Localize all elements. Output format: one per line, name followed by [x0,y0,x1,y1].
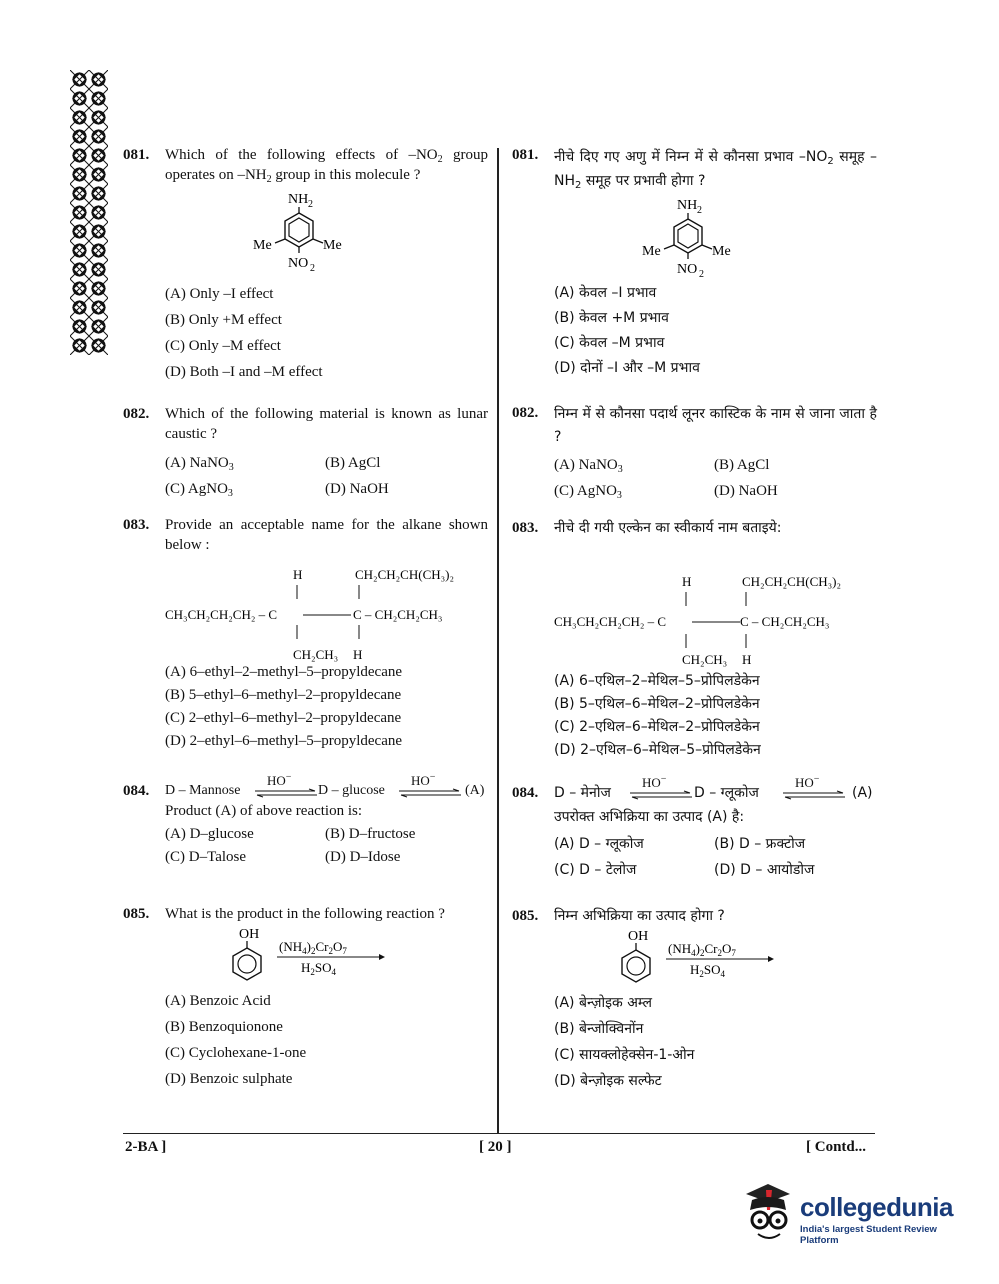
svg-text:2: 2 [308,199,313,210]
svg-text:CH₂CH₃: CH₂CH₃ [682,652,728,667]
options [554,831,877,883]
option-b[interactable]: (B) Only +M effect [165,312,282,328]
option-b[interactable]: (B) AgCl [325,455,381,471]
nitroaniline-structure [602,193,832,281]
option-d[interactable]: (D) दोनों –I और –M प्रभाव [554,360,700,376]
logo-text: collegedunia [800,1192,953,1222]
question-text: नीचे दिए गए अणु में निम्न में से कौनसा प्रभाव $-NO_2$ समूह $-NH_2$ समूह पर प्रभावी होगा ? [554,149,877,191]
option-d[interactable]: (D) Benzoic sulphate [165,1071,293,1087]
option-c[interactable]: (C) AgNO$_3$ [165,481,233,499]
options [554,281,877,381]
option-b[interactable]: (B) बेन्जोक्विनोंन [554,1021,644,1037]
option-b[interactable]: (B) 5–एथिल–6–मेथिल–2–प्रोपिलडेकेन [554,696,760,712]
svg-text:Me: Me [642,244,661,259]
svg-text:CH₃CH₂CH₂CH₂ – C: CH₃CH₂CH₂CH₂ – C [165,607,278,622]
options [165,988,488,1092]
page-number: [ 20 ] [479,1139,512,1155]
svg-text:CH₂CH₃: CH₂CH₃ [293,647,339,662]
option-b[interactable]: (B) D – फ्रक्टोज [714,836,806,852]
svg-text:NH: NH [677,198,698,213]
svg-text:H: H [742,652,752,667]
svg-text:NO: NO [288,256,309,271]
svg-text:CH₂CH₂CH(CH₃)₂: CH₂CH₂CH(CH₃)₂ [742,574,842,589]
question-number: 081. [512,147,539,163]
option-b[interactable]: (B) 5–ethyl–6–methyl–2–propyldecane [165,687,402,703]
svg-text:OH: OH [628,929,649,944]
phenol-reaction [572,926,892,990]
question-81-hindi [512,145,877,381]
svg-text:Me: Me [323,238,342,253]
svg-text:NH: NH [288,192,309,207]
question-84-hindi [512,773,877,883]
continued-label: [ Contd... [806,1139,867,1155]
option-d[interactable]: (D) NaOH [325,481,389,497]
options [165,661,488,753]
option-a[interactable]: (A) NaNO$_3$ [554,457,623,475]
decorative-border-pattern [70,70,108,355]
question-84 [123,771,488,869]
option-d[interactable]: (D) NaOH [714,483,778,499]
option-a[interactable]: (A) 6–ethyl–2–methyl–5–propyldecane [165,664,403,680]
option-d[interactable]: (D) 2–ethyl–6–methyl–5–propyldecane [165,733,403,749]
option-b[interactable]: (B) AgCl [714,457,770,473]
question-text: Which of the following material is known as lunar caustic ? [165,406,488,442]
option-c[interactable]: (C) D – टेलोज [554,862,637,878]
svg-text:C – CH₂CH₂CH₃: C – CH₂CH₂CH₃ [740,614,830,629]
collegedunia-logo[interactable] [740,1180,970,1250]
question-number: 084. [512,785,539,801]
question-text: निम्न में से कौनसा पदार्थ लूनर कास्टिक के नाम से जाना जाता है ? [554,406,877,445]
question-82-hindi [512,403,877,504]
option-a[interactable]: (A) D – ग्लूकोज [554,836,644,852]
question-number: 084. [123,783,150,799]
question-number: 082. [512,405,539,421]
option-d[interactable]: (D) Both –I and –M effect [165,364,323,380]
svg-text:(NH4)2Cr2O7: $(NH_4)_2Cr_2O_7$ [279,939,347,956]
question-text: Provide an acceptable name for the alkane shown below : [165,517,488,553]
question-85 [123,904,488,1092]
svg-text:2: 2 [699,269,704,280]
svg-text:H: H [682,574,692,589]
option-c[interactable]: (C) AgNO$_3$ [554,483,622,501]
option-a[interactable]: (A) Benzoic Acid [165,993,271,1009]
option-a[interactable]: (A) NaNO$_3$ [165,455,234,473]
options [165,450,488,502]
option-c[interactable]: (C) सायक्लोहेक्सेन-1-ओन [554,1047,695,1063]
svg-text:Me: Me [253,238,272,253]
option-c[interactable]: (C) Only –M effect [165,338,281,354]
reaction: D – Mannose HO− D – glucose HO− (A) [165,771,485,798]
logo-tagline: India's largest Student Review Platform [800,1224,937,1246]
question-number: 085. [512,908,539,924]
option-c[interactable]: (C) 2–एथिल–6–मेथिल–2–प्रोपिलडेकेन [554,719,760,735]
svg-text:Me: Me [712,244,731,259]
nitroaniline-structure [213,185,443,277]
svg-text:OH: OH [239,927,260,942]
svg-text:2: 2 [697,205,702,216]
reaction: D – मेनोज HO− D – ग्लूकोज HO− (A) [554,773,873,801]
phenol-reaction [183,924,503,988]
question-81 [123,145,488,385]
option-d[interactable]: (D) बेन्ज़ोइक सल्फेट [554,1073,662,1089]
option-a[interactable]: (A) Only –I effect [165,286,274,302]
option-a[interactable]: (A) केवल –I प्रभाव [554,285,657,301]
footer-rule [123,1133,875,1134]
option-a[interactable]: (A) 6–एथिल–2–मेथिल–5–प्रोपिलडेकेन [554,673,760,689]
question-number: 085. [123,906,150,922]
svg-text:H: H [353,647,363,662]
option-c[interactable]: (C) केवल –M प्रभाव [554,335,665,351]
question-82 [123,404,488,502]
question-text: What is the product in the following reaction ? [165,906,445,922]
option-b[interactable]: (B) D–fructose [325,826,416,842]
question-text: Product (A) of above reaction is: [165,803,363,819]
option-a[interactable]: (A) बेन्ज़ोइक अम्ल [554,995,653,1011]
options [165,823,488,869]
svg-text:(NH4)2Cr2O7: $(NH_4)_2Cr_2O_7$ [668,941,736,958]
question-83-hindi [512,518,877,762]
option-c[interactable]: (C) Cyclohexane-1-one [165,1045,307,1061]
svg-text:H2SO4: $H_2SO_4$ [690,962,726,979]
option-d[interactable]: (D) D – आयोडोज [714,862,815,878]
option-d[interactable]: (D) 2–एथिल–6–मेथिल–5–प्रोपिलडेकेन [554,742,761,758]
question-number: 083. [123,517,150,533]
question-text: Which of the following effects of $-NO_2$ group operates on $-NH_2$ group in this molecule ? [165,147,488,185]
svg-text:H: H [293,567,303,582]
option-c[interactable]: (C) 2–ethyl–6–methyl–2–propyldecane [165,710,402,726]
options [554,452,877,504]
svg-text:C – CH₂CH₂CH₃: C – CH₂CH₂CH₃ [353,607,443,622]
question-85-hindi [512,906,877,1094]
alkane-structure [123,555,488,662]
svg-text:CH₂CH₂CH(CH₃)₂: CH₂CH₂CH(CH₃)₂ [355,567,455,582]
question-number: 081. [123,147,150,163]
svg-text:2: 2 [310,263,315,274]
booklet-code: 2-BA ] [125,1139,167,1155]
option-b[interactable]: (B) Benzoquionone [165,1019,283,1035]
alkane-structure [512,538,877,648]
options [554,990,877,1094]
svg-text:CH₃CH₂CH₂CH₂ – C: CH₃CH₂CH₂CH₂ – C [554,614,667,629]
options [165,281,488,385]
svg-text:NO: NO [677,262,698,277]
question-text: नीचे दी गयी एल्केन का स्वीकार्य नाम बताइये: [554,520,782,536]
mascot-icon [740,1180,796,1246]
option-a[interactable]: (A) D–glucose [165,826,254,842]
question-text: उपरोक्त अभिक्रिया का उत्पाद (A) है: [554,809,745,825]
question-text: निम्न अभिक्रिया का उत्पाद होगा ? [554,908,725,924]
option-b[interactable]: (B) केवल +M प्रभाव [554,310,669,326]
option-c[interactable]: (C) D–Talose [165,849,247,865]
option-d[interactable]: (D) D–Idose [325,849,401,865]
svg-text:H2SO4: $H_2SO_4$ [301,960,337,977]
options [554,670,877,762]
question-83 [123,515,488,753]
question-number: 083. [512,520,539,536]
question-number: 082. [123,406,150,422]
